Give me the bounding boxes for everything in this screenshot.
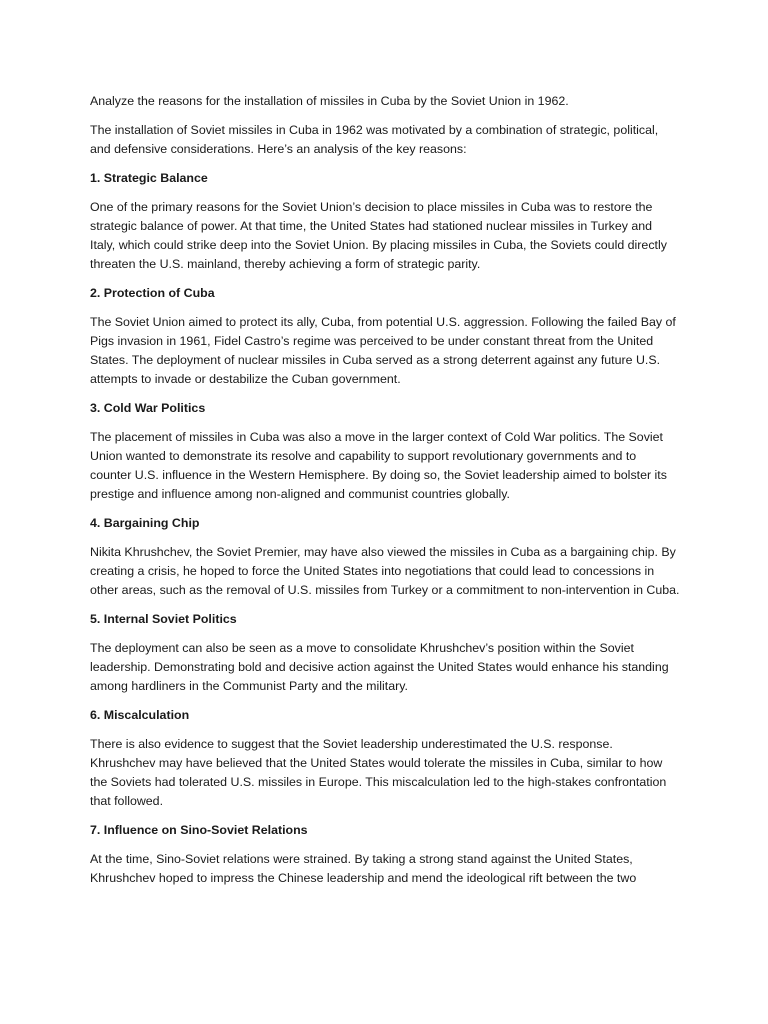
section-heading-miscalculation: 6. Miscalculation [90, 708, 190, 722]
section-heading-protection-of-cuba: 2. Protection of Cuba [90, 286, 215, 300]
section-heading-bargaining-chip: 4. Bargaining Chip [90, 516, 200, 530]
section-body-internal-soviet-politics: The deployment can also be seen as a move to consolidate Khrushchev’s position within the Soviet leadership. Demonstrating bold and decisive action against the United States would enhance his standing among hardliners in the Communist Party and the military. [90, 641, 669, 693]
section-heading-strategic-balance: 1. Strategic Balance [90, 171, 208, 185]
intro-paragraph: The installation of Soviet missiles in Cuba in 1962 was motivated by a combination of strategic, political, and defensive considerations. Here’s an analysis of the key reasons: [90, 123, 659, 156]
section-heading-internal-soviet-politics: 5. Internal Soviet Politics [90, 612, 237, 626]
section-body-sino-soviet-relations: At the time, Sino-Soviet relations were strained. By taking a strong stand against the United States, Khrushchev hoped to impress the Chinese leadership and mend the ideological rift between the two [90, 852, 637, 885]
question-text: Analyze the reasons for the installation of missiles in Cuba by the Soviet Union in 1962. [90, 94, 569, 108]
section-body-cold-war-politics: The placement of missiles in Cuba was also a move in the larger context of Cold War politics. The Soviet Union wanted to demonstrate its resolve and capability to support revolutionary governments and to counter U.S. influence in the Western Hemisphere. By doing so, the Soviet leadership aimed to bolster its prestige and influence among non-aligned and communist countries globally. [90, 430, 667, 501]
section-body-bargaining-chip: Nikita Khrushchev, the Soviet Premier, may have also viewed the missiles in Cuba as a bargaining chip. By creating a crisis, he hoped to force the United States into negotiations that could lead to concessions in other areas, such as the removal of U.S. missiles from Turkey or a commitment to non-intervention in Cuba. [90, 545, 680, 597]
document-page [90, 92, 680, 898]
section-heading-cold-war-politics: 3. Cold War Politics [90, 401, 206, 415]
section-body-strategic-balance: One of the primary reasons for the Soviet Union’s decision to place missiles in Cuba was to restore the strategic balance of power. At that time, the United States had stationed nuclear missiles in Turkey and Italy, which could strike deep into the Soviet Union. By placing missiles in Cuba, the Soviets could directly threaten the U.S. mainland, thereby achieving a form of strategic parity. [90, 200, 667, 271]
section-body-miscalculation: There is also evidence to suggest that the Soviet leadership underestimated the U.S. response. Khrushchev may have believed that the United States would tolerate the missiles in Cuba, similar to how the Soviets had tolerated U.S. missiles in Europe. This miscalculation led to the high-stakes confrontation that followed. [90, 737, 667, 808]
section-body-protection-of-cuba: The Soviet Union aimed to protect its ally, Cuba, from potential U.S. aggression. Following the failed Bay of Pigs invasion in 1961, Fidel Castro’s regime was perceived to be under constant threat from the United States. The deployment of nuclear missiles in Cuba served as a strong deterrent against any future U.S. attempts to invade or destabilize the Cuban government. [90, 315, 676, 386]
section-heading-sino-soviet-relations: 7. Influence on Sino-Soviet Relations [90, 823, 308, 837]
